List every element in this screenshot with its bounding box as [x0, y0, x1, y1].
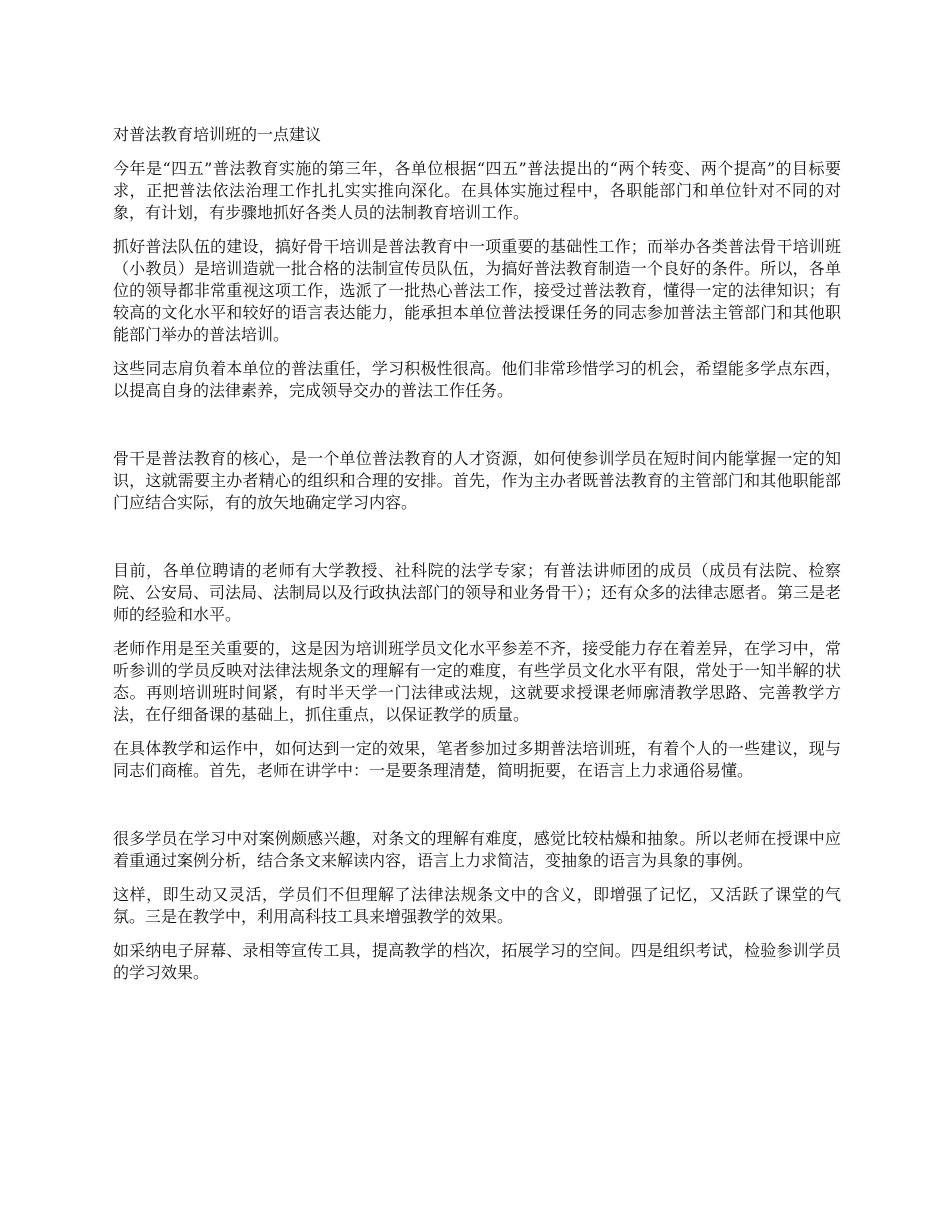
document-title: 对普法教育培训班的一点建议 [113, 125, 322, 144]
document-body [113, 124, 841, 996]
paragraph: 这些同志肩负着本单位的普法重任，学习积极性很高。他们非常珍惜学习的机会，希望能多学点东西，以提高自身的法律素养，完成领导交办的普法工作任务。 [113, 359, 841, 400]
paragraph: 骨干是普法教育的核心，是一个单位普法教育的人才资源，如何使参训学员在短时间内能掌握一定的知识，这就需要主办者精心的组织和合理的安排。首先，作为主办者既普法教育的主管部门和其他职能部门应结合实际，有的放矢地确定学习内容。 [113, 449, 841, 512]
section-gap [113, 414, 841, 448]
paragraph: 很多学员在学习中对案例颇感兴趣，对条文的理解有难度，感觉比较枯燥和抽象。所以老师在授课中应着重通过案例分析，结合条文来解读内容，语言上力求简洁，变抽象的语言为具象的事例。 [113, 829, 841, 870]
paragraph: 目前，各单位聘请的老师有大学教授、社科院的法学专家；有普法讲师团的成员（成员有法院、检察院、公安局、司法局、法制局以及行政执法部门的领导和业务骨干）；还有众多的法律志愿者。第三是老师的经验和水平。 [113, 561, 842, 624]
section-gap [113, 794, 841, 828]
paragraph: 如采纳电子屏幕、录相等宣传工具，提高教学的档次，拓展学习的空间。四是组织考试，检验参训学员的学习效果。 [113, 941, 841, 982]
paragraph: 这样，即生动又灵活，学员们不但理解了法律法规条文中的含义，即增强了记忆，又活跃了课堂的气氛。三是在教学中，利用高科技工具来增强教学的效果。 [113, 885, 841, 926]
paragraph: 老师作用是至关重要的，这是因为培训班学员文化水平参差不齐，接受能力存在着差异，在学习中，常听参训的学员反映对法律法规条文的理解有一定的难度，有些学员文化水平有限，常处于一知半解的状态。再则培训班时间紧，有时半天学一门法律或法规，这就要求授课老师廓清教学思路、完善教学方法，在仔细备课的基础上，抓住重点，以保证教学的质量。 [113, 639, 841, 724]
section-gap [113, 526, 841, 560]
paragraph: 在具体教学和运作中，如何达到一定的效果，笔者参加过多期普法培训班，有着个人的一些建议，现与同志们商榷。首先，老师在讲学中：一是要条理清楚，简明扼要，在语言上力求通俗易懂。 [113, 739, 841, 780]
paragraph: 抓好普法队伍的建设，搞好骨干培训是普法教育中一项重要的基础性工作；而举办各类普法骨干培训班（小教员）是培训造就一批合格的法制宣传员队伍，为搞好普法教育制造一个良好的条件。所以，各单位的领导都非常重视这项工作，选派了一批热心普法工作，接受过普法教育，懂得一定的法律知识；有较高的文化水平和较好的语言表达能力，能承担本单位普法授课任务的同志参加普法主管部门和其他职能部门举办的普法培训。 [113, 237, 841, 344]
paragraph: 今年是“四五”普法教育实施的第三年，各单位根据“四五”普法提出的“两个转变、两个提高”的目标要求，正把普法依法治理工作扎扎实实推向深化。在具体实施过程中，各职能部门和单位针对不同的对象，有计划，有步骤地抓好各类人员的法制教育培训工作。 [113, 159, 841, 222]
